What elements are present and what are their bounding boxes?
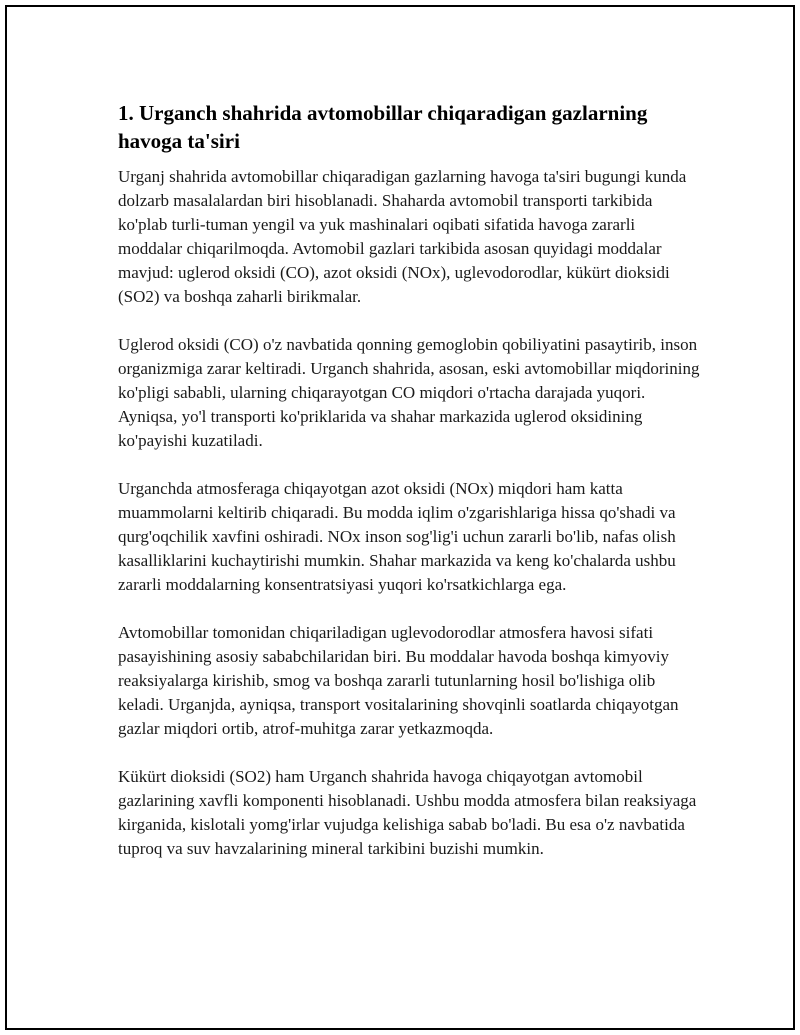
paragraph-sulfur-dioxide: Kükürt dioksidi (SO2) ham Urganch shahrida havoga chiqayotgan avtomobil gazlarining xavfli komponenti hisoblanadi. Ushbu modda atmosfera bilan reaksiyaga kirganida, kislotali yomg'irlar vujudga kelishiga sabab bo'ladi. Bu esa o'z navbatida tuproq va suv havzalarining mineral tarkibini buzishi mumkin. bbox=[118, 767, 697, 858]
paragraph-carbon-monoxide: Uglerod oksidi (CO) o'z navbatida qonning gemoglobin qobiliyatini pasaytirib, inson organizmiga zarar keltiradi. Urganch shahrida, asosan, eski avtomobillar miqdorining ko'pligi sababli, ularning chiqarayotgan CO miqdori o'rtacha darajada yuqori. Ayniqsa, yo'l transporti ko'priklarida va shahar markazida uglerod oksidining ko'payishi kuzatiladi. bbox=[118, 335, 700, 450]
paragraph-co2-intro: Urganj shahrida avtomobillar chiqaradigan gazlarning havoga ta'siri bugungi kunda dolzarb masalalardan biri hisoblanadi. Shaharda avtomobil transporti tarkibida ko'plab turli-tuman yengil va yuk mashinalari oqibati sifatida havoga zararli moddalar chiqarilmoqda. Avtomobil gazlari tarkibida asosan quyidagi moddalar mavjud: uglerod oksidi (CO), azot oksidi (NOx), uglevodorodlar, kükürt dioksidi (SO2) va boshqa zaharli birikmalar. bbox=[118, 167, 687, 306]
document-page bbox=[5, 5, 795, 1030]
document-title: 1. Urganch shahrida avtomobillar chiqaradigan gazlarning havoga ta'siri bbox=[118, 101, 648, 153]
document-body bbox=[118, 99, 703, 885]
paragraph-hydrocarbons: Avtomobillar tomonidan chiqariladigan uglevodorodlar atmosfera havosi sifati pasayishining asosiy sababchilaridan biri. Bu moddalar havoda boshqa kimyoviy reaksiyalarga kirishib, smog va boshqa zararli tutunlarning hosil bo'lishiga olib keladi. Urganjda, ayniqsa, transport vositalarining shovqinli soatlarda chiqayotgan gazlar miqdori ortib, atrof-muhitga zarar yetkazmoqda. bbox=[118, 623, 679, 738]
paragraph-nitrogen-oxide: Urganchda atmosferaga chiqayotgan azot oksidi (NOx) miqdori ham katta muammolarni keltirib chiqaradi. Bu modda iqlim o'zgarishlariga hissa qo'shadi va qurg'oqchilik xavfini oshiradi. NOx inson sog'lig'i uchun zararli bo'lib, nafas olish kasalliklarini kuchaytirishi mumkin. Shahar markazida va keng ko'chalarda ushbu zararli moddalarning konsentratsiyasi yuqori ko'rsatkichlarga ega. bbox=[118, 479, 676, 594]
